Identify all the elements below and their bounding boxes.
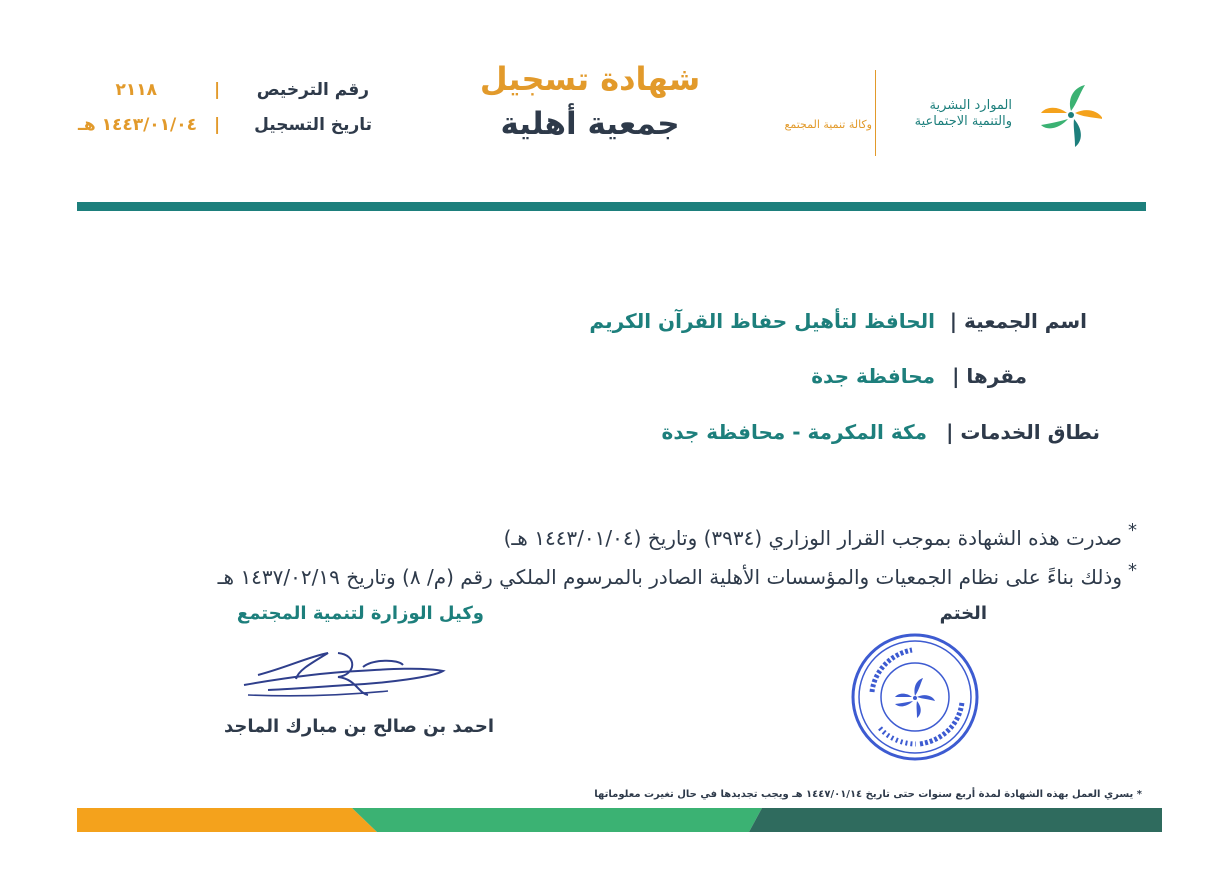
license-separator: | (214, 80, 221, 100)
registration-separator: | (214, 115, 221, 135)
ministry-name-line1: الموارد البشرية (929, 98, 1012, 113)
association-name-value: الحافظ لتأهيل حفاظ القرآن الكريم (589, 309, 935, 333)
legal-basis-statement: وذلك بناءً على نظام الجمعيات والمؤسسات الأهلية الصادر بالمرسوم الملكي رقم (م/ ٨) وتاريخ ١٤٣٧/٠٢/١٩ هـ (217, 565, 1122, 589)
ministry-logo-icon (1040, 82, 1102, 148)
footnote-text: يسري العمل بهذه الشهادة لمدة أربع سنوات حتى تاريخ ١٤٤٧/٠١/١٤ هـ ويجب تجديدها في حال تغيرت معلوماتها (594, 789, 1134, 800)
validity-footnote (594, 789, 1142, 800)
ministry-name-line2: والتنمية الاجتماعية (914, 114, 1012, 129)
header-divider (875, 70, 876, 156)
certificate-title: شهادة تسجيل (479, 60, 701, 98)
registration-date-label: تاريخ التسجيل (254, 115, 372, 135)
footer-color-bar (77, 808, 1162, 832)
ministry-name (915, 98, 1012, 130)
license-number-label: رقم الترخيص (256, 80, 369, 100)
footnote-star: * (1136, 789, 1142, 800)
decree-statement: صدرت هذه الشهادة بموجب القرار الوزاري (٣٩٣٤) وتاريخ (١٤٤٣/٠١/٠٤ هـ) (503, 526, 1122, 550)
association-name-label: اسم الجمعية | (949, 309, 1087, 333)
certificate-subtitle: جمعية أهلية (500, 106, 680, 142)
signer-title: وكيل الوزارة لتنمية المجتمع (236, 603, 484, 624)
bullet-star: * (1128, 520, 1137, 541)
registration-date-value: ١٤٤٣/٠١/٠٤ هـ (78, 115, 197, 135)
license-number-value: ٢١١٨ (115, 80, 157, 100)
headquarters-label: مقرها | (952, 364, 1027, 388)
service-scope-label: نطاق الخدمات | (946, 420, 1100, 444)
bullet-star: * (1128, 560, 1137, 581)
signature-icon (238, 645, 453, 705)
signer-name: احمد بن صالح بن مبارك الماجد (224, 716, 494, 737)
official-seal-icon (850, 632, 980, 762)
service-scope-value: مكة المكرمة - محافظة جدة (661, 420, 927, 444)
agency-name: وكالة تنمية المجتمع (784, 118, 872, 131)
headquarters-value: محافظة جدة (811, 364, 935, 388)
header-rule (77, 202, 1146, 211)
seal-label: الختم (939, 603, 987, 624)
